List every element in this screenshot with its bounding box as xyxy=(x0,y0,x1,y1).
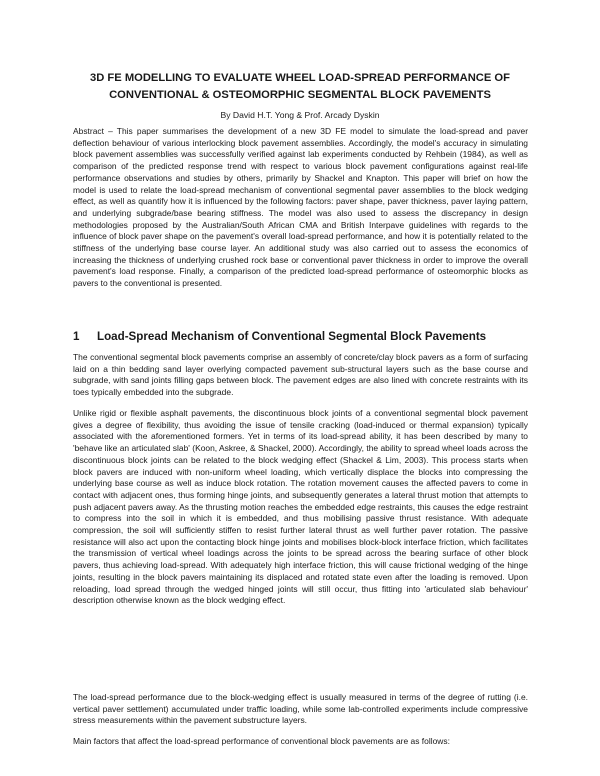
body-paragraph-2: Unlike rigid or flexible asphalt pavements, the discontinuous block joints of a conventional segmental block pavement gives a degree of flexibility, thus avoiding the issue of tensile cracking (load-induced or thermal expansion) typically associated with the aforementioned formers. Yet in terms of its load-spread ability, it has been described by many to 'behave like an articulated slab' (Koon, Askree, & Shackel, 2000). Accordingly, the ability to spread wheel loads across the discontinuous block joints can be related to the block wedging effect (Shackel & Lim, 2003). This process starts when block pavers are induced with non-uniform wheel loading, which vertically displace the blocks into compressing the underlying base course as well as induce block rotation. The rotation movement causes the affected pavers to come in contact with adjacent ones, thus forming hinge joints, and subsequently generates a lateral thrust motion that attempts to push adjacent pavers away. As the thrusting motion reaches the embedded edge restraints, this causes the edge restraint to compress into the soil in which it is embedded, and thus mobilising passive thrust resistance. With adequate compression, the soil will sufficiently stiffen to resist further lateral thrust as well further paver rotation. The passive resistance will also act upon the contacting block hinge joints and mobilises block-block interface friction, which facilitates the transmission of vertical wheel loadings across the joints to be spread across the bearing surface of other block pavers, thus achieving load-spread. With adequately high interface friction, this will cause frictional wedging of the hinge joints, resulting in the block pavers maintaining its displaced and rotated state even after the loading is removed. Upon reloading, load spread through the wedged hinged joints will still occur, thus fitting into 'articulated slab behaviour' description otherwise known as the block wedging effect. xyxy=(73,408,528,606)
section-heading xyxy=(73,330,528,344)
abstract-paragraph: Abstract – This paper summarises the development of a new 3D FE model to simulate the load-spread and paver deflection behaviour of various interlocking block pavement assemblies. Accordingly, the model's accuracy in simulating block pavement assemblies was successfully verified against lab experiments conducted by Rehbein (1984), as well as comparison of the predicted response trend with respect to various block pavement configurations against real-life performance observations and studies by others, primarily by Shackel and Knapton. This paper will brief on how the model is used to relate the load-spread mechanism of conventional segmental paver assemblies to the block wedging effect, as well as quantify how it is influenced by the following factors: paver shape, paver thickness, paver laying pattern, and underlying subgrade/base bearing stiffness. The model was also used to assess the discrepancy in design methodologies proposed by the Australian/South African CMA and British Interpave guidelines with regards to the influence of block paver shape on the pavement's overall load-spread performance, and how it is potentially related to the stiffness of the underlying base course layer. An additional study was also carried out to assess the economics of increasing the thickness of underlying crushed rock base or conventional paver thickness in order to improve the overall pavement's load response. Finally, a comparison of the predicted load-spread performance of osteomorphic blocks as pavers to the conventional is presented. xyxy=(73,126,528,289)
body-paragraph-1: The conventional segmental block pavements comprise an assembly of concrete/clay block pavers as a form of surfacing laid on a thin bedding sand layer overlying compacted pavement sub-structural layers such as the base course and subgrade, with sand joints filling gaps between block. The pavement edges are also lined with concrete restraints with its toes typically embedded into the subgrade. xyxy=(73,352,528,398)
authors-line: By David H.T. Yong & Prof. Arcady Dyskin xyxy=(220,110,380,120)
body-paragraph-4: Main factors that affect the load-spread performance of conventional block pavements are as follows: xyxy=(73,736,450,746)
body-paragraph-3: The load-spread performance due to the block-wedging effect is usually measured in terms of the degree of rutting (i.e. vertical paver settlement) accumulated under traffic loading, while some lab-controlled experiments include compressive stress measurements within the pavement substructure layers. xyxy=(73,692,528,726)
title-line-1: 3D FE MODELLING TO EVALUATE WHEEL LOAD-SPREAD PERFORMANCE OF xyxy=(90,72,510,84)
section-title: Load-Spread Mechanism of Conventional Segmental Block Pavements xyxy=(97,330,487,343)
section-number: 1 xyxy=(73,330,80,343)
title-line-2: CONVENTIONAL & OSTEOMORPHIC SEGMENTAL BLOCK PAVEMENTS xyxy=(109,89,491,101)
paper-title xyxy=(60,70,540,104)
